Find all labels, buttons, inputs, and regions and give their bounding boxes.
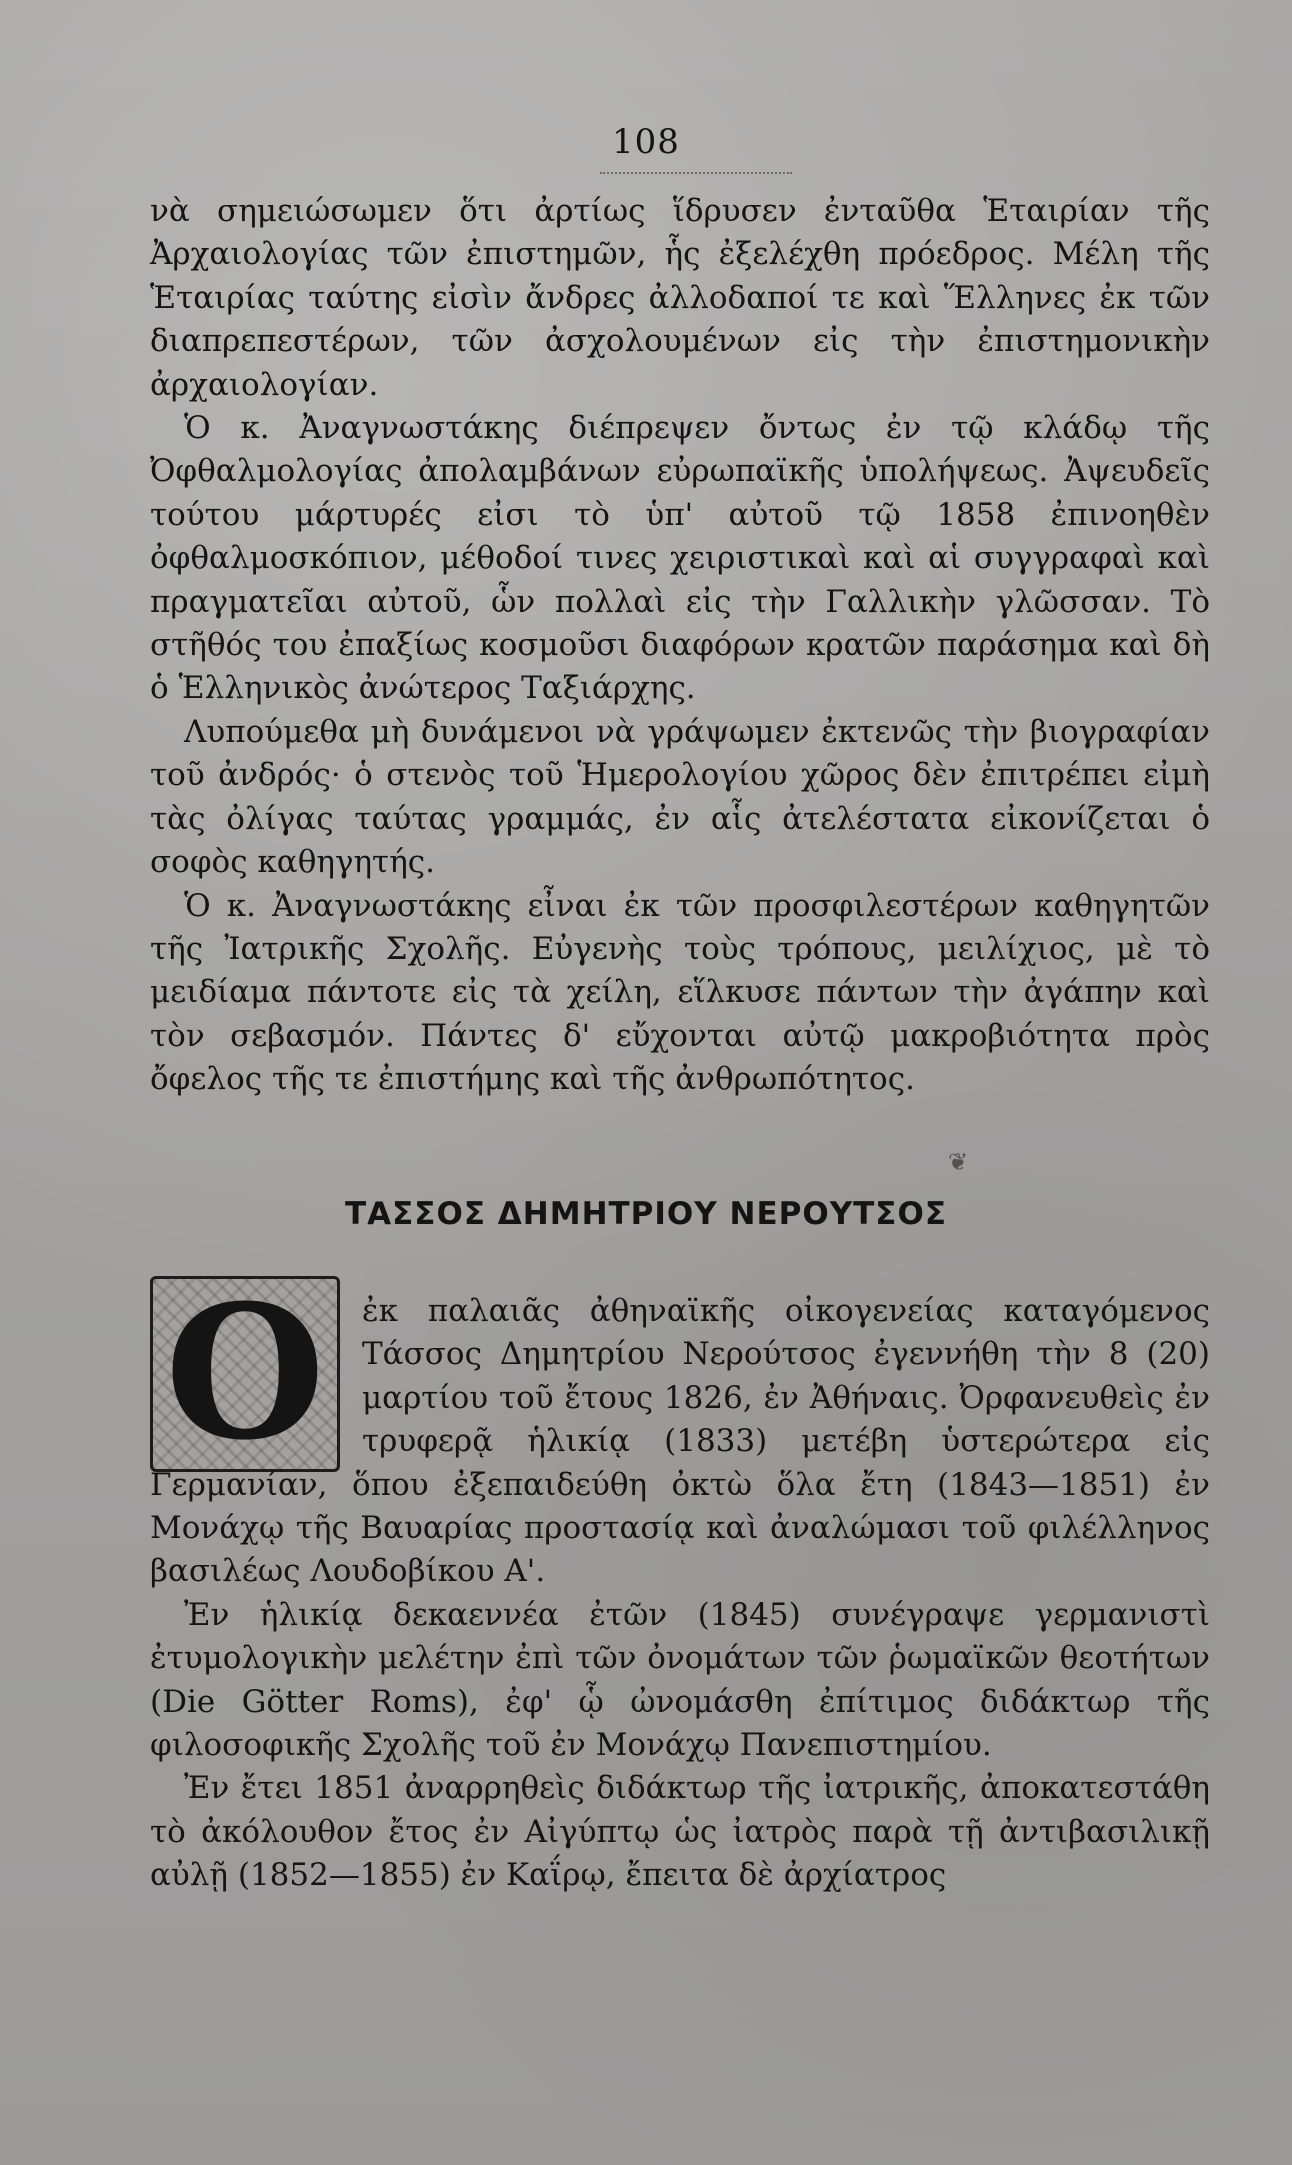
ornament-mark: ❦ — [948, 1148, 969, 1176]
page-number: 108 — [612, 122, 680, 162]
top-text-block — [150, 190, 1210, 1102]
drop-cap-spacer — [150, 1290, 362, 1460]
bottom-text-block — [150, 1290, 1210, 1898]
drop-cap-initial: Ο — [150, 1276, 340, 1472]
section-title: ΤΑΣΣΟΣ ΔΗΜΗΤΡΙΟΥ ΝΕΡΟΥΤΣΟΣ — [344, 1196, 948, 1232]
paragraph-etymology: Ἐν ἡλικίᾳ δεκαεννέα ἐτῶν (1845) συνέγραψε γερμανιστὶ ἐτυμολογικὴν μελέτην ἐπὶ τῶν ὀνομάτων τῶν ῥωμαϊκῶν θεοτήτων (Die Götter Roms), ἐφ' ᾧ ὠνομάσθη ἐπίτιμος διδάκτωρ τῆς φιλοσοφικῆς Σχολῆς τοῦ ἐν Μονάχῳ Πανεπιστημίου. — [150, 1596, 1210, 1764]
paragraph-ophthalmology: Ὁ κ. Ἀναγνωστάκης διέπρεψεν ὄντως ἐν τῷ κλάδῳ τῆς Ὀφθαλμολογίας ἀπολαμβάνων εὐρωπαϊκῆς ὑπολήψεως. Ἀψευδεῖς τούτου μάρτυρές εἰσι τὸ ὑπ' αὐτοῦ τῷ 1858 ἐπινοηθὲν ὀφθαλμοσκόπιον, μέθοδοί τινες χειριστικαὶ καὶ αἱ συγγραφαὶ καὶ πραγματεῖαι αὐτοῦ, ὧν πολλαὶ εἰς τὴν Γαλλικὴν γλῶσσαν. Τὸ στῆθός του ἐπαξίως κοσμοῦσι διαφόρων κρατῶν παράσημα καὶ δὴ ὁ Ἑλληνικὸς ἀνώτερος Ταξιάρχης. — [150, 410, 1210, 707]
paragraph-professor: Ὁ κ. Ἀναγνωστάκης εἶναι ἐκ τῶν προσφιλεστέρων καθηγητῶν τῆς Ἰατρικῆς Σχολῆς. Εὐγενὴς τοὺς τρόπους, μειλίχιος, μὲ τὸ μειδίαμα πάντοτε εἰς τὰ χείλη, εἵλκυσε πάντων τὴν ἀγάπην καὶ τὸν σεβασμόν. Πάντες δ' εὔχονται αὐτῷ μακροβιότητα πρὸς ὄφελος τῆς τε ἐπιστήμης καὶ τῆς ἀνθρωπότητος. — [150, 887, 1210, 1098]
paragraph-regret: Λυπούμεθα μὴ δυνάμενοι νὰ γράψωμεν ἐκτενῶς τὴν βιογραφίαν τοῦ ἀνδρός· ὁ στενὸς τοῦ Ἡμερολογίου χῶρος δὲν ἐπιτρέπει εἰμὴ τὰς ὀλίγας ταύτας γραμμάς, ἐν αἷς ἀτελέστατα εἰκονίζεται ὁ σοφὸς καθηγητής. — [150, 713, 1210, 881]
page-number-rule — [600, 172, 792, 174]
paragraph-birth: ἐκ παλαιᾶς ἀθηναϊκῆς οἰκογενείας καταγόμενος Τάσσος Δημητρίου Νερούτσος ἐγεννήθη τὴν 8 (20) μαρτίου τοῦ ἔτους 1826, ἐν Ἀθήναις. Ὀρφανευθεὶς ἐν τρυφερᾷ ἡλικίᾳ (1833) μετέβη ὑστερώτερα εἰς Γερμανίαν, ὅπου ἐξεπαιδεύθη ὀκτὼ ὅλα ἔτη (1843—1851) ἐν Μονάχῳ τῆς Βαυαρίας προστασίᾳ καὶ ἀναλώμασι τοῦ φιλέλληνος βασιλέως Λουδοβίκου Α'. — [150, 1293, 1210, 1590]
paragraph-society: νὰ σημειώσωμεν ὅτι ἀρτίως ἵδρυσεν ἐνταῦθα Ἑταιρίαν τῆς Ἀρχαιολογίας τῶν ἐπιστημῶν, ἧς ἐξελέχθη πρόεδρος. Μέλη τῆς Ἑταιρίας ταύτης εἰσὶν ἄνδρες ἀλλοδαποί τε καὶ Ἕλληνες ἐκ τῶν διαπρεπεστέρων, τῶν ἀσχολουμένων εἰς τὴν ἐπιστημονικὴν ἀρχαιολογίαν. — [150, 193, 1210, 403]
paragraph-egypt: Ἐν ἔτει 1851 ἀναρρηθεὶς διδάκτωρ τῆς ἰατρικῆς, ἀποκατεστάθη τὸ ἀκόλουθον ἔτος ἐν Αἰγύπτῳ ὡς ἰατρὸς παρὰ τῇ ἀντιβασιλικῇ αὐλῇ (1852—1855) ἐν Καΐρῳ, ἔπειτα δὲ ἀρχίατρος — [150, 1770, 1210, 1894]
